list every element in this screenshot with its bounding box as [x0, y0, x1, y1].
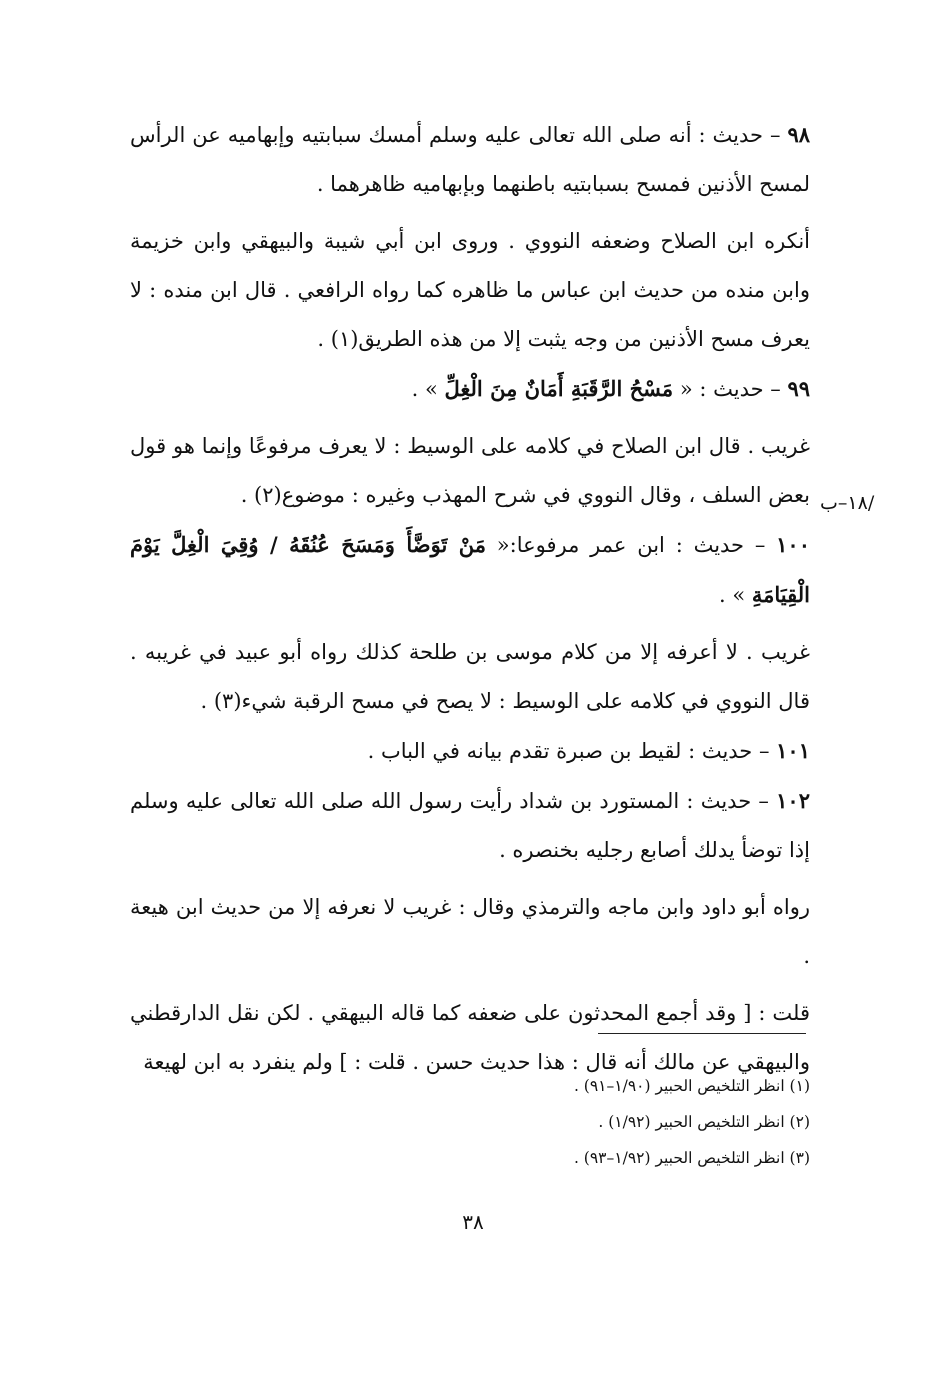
- hadith-101: [130, 726, 810, 776]
- hadith-quote: مَسْحُ الرَّقَبَةِ أَمَانٌ مِنَ الْغِلِّ: [444, 376, 674, 401]
- hadith-number: ١٠١: [776, 738, 810, 763]
- hadith-102-commentary-2: قلت : [ وقد أجمع المحدثون على ضعفه كما قاله البيهقي . لكن نقل الدارقطني والبيهقي عن مالك أنه قال : هذا حديث حسن . قلت : ] ولم ينفرد به ابن لهيعة: [130, 1001, 810, 1074]
- hadith-text: – حديث : أنه صلى الله تعالى عليه وسلم أمسك سبابتيه وإبهاميه عن الرأس لمسح الأذنين فمسح بسبابتيه باطنهما وبإبهاميه ظاهرهما .: [130, 123, 810, 196]
- hadith-text: – حديث : لقيط بن صبرة تقدم بيانه في الباب .: [367, 739, 777, 763]
- hadith-quote: مَنْ تَوَضَّأَ وَمَسَحَ عُنُقَهُ / وُقِيَ الْغِلَّ يَوْمَ الْقِيَامَةِ: [130, 532, 810, 607]
- footnotes: [420, 1068, 810, 1176]
- hadith-text-prefix: – حديث : «: [673, 377, 788, 401]
- hadith-102: [130, 776, 810, 875]
- hadith-number: ٩٩: [787, 376, 810, 401]
- hadith-99: [130, 364, 810, 414]
- hadith-100: [130, 520, 810, 620]
- hadith-text-prefix: – حديث : ابن عمر مرفوعا:«: [485, 533, 777, 557]
- hadith-98-commentary: أنكره ابن الصلاح وضعفه النووي . وروى ابن أبي شيبة والبيهقي وابن خزيمة وابن منده من حديث ابن عباس ما ظاهره كما رواه الرافعي . قال ابن منده : لا يعرف مسح الأذنين من وجه يثبت إلا من هذه الطريق(١) .: [130, 229, 810, 351]
- footnote-separator: [598, 1033, 806, 1034]
- page-number: ٣٨: [462, 1210, 484, 1234]
- hadith-number: ١٠٠: [776, 532, 810, 557]
- hadith-100-commentary: غريب . لا أعرفه إلا من كلام موسى بن طلحة كذلك رواه أبو عبيد في غريبه . قال النووي في كلامه على الوسيط : لا يصح في مسح الرقبة شيء(٣) .: [130, 640, 810, 713]
- hadith-text: – حديث : المستورد بن شداد رأيت رسول الله صلى الله تعالى عليه وسلم إذا توضأ يدلك أصابع رجليه بخنصره .: [130, 789, 810, 862]
- hadith-number: ١٠٢: [776, 788, 810, 813]
- hadith-text-suffix: » .: [411, 377, 445, 401]
- hadith-98: [130, 110, 810, 209]
- footnote-2: (٢) انظر التلخيص الحبير (١/٩٢) .: [598, 1113, 810, 1131]
- hadith-text-suffix: » .: [719, 583, 752, 607]
- hadith-99-commentary: غريب . قال ابن الصلاح في كلامه على الوسيط : لا يعرف مرفوعًا وإنما هو قول بعض السلف ، وقال النووي في شرح المهذب وغيره : موضوع(٢) .: [130, 434, 810, 507]
- manuscript-folio-note: /١٨–ب: [820, 492, 875, 514]
- main-text: [130, 110, 810, 1087]
- hadith-102-commentary: رواه أبو داود وابن ماجه والترمذي وقال : غريب لا نعرفه إلا من حديث ابن هيعة .: [130, 895, 810, 968]
- footnote-1: (١) انظر التلخيص الحبير (١/٩٠–٩١) .: [573, 1077, 810, 1095]
- footnote-3: (٣) انظر التلخيص الحبير (١/٩٢–٩٣) .: [573, 1149, 810, 1167]
- hadith-number: ٩٨: [787, 122, 810, 147]
